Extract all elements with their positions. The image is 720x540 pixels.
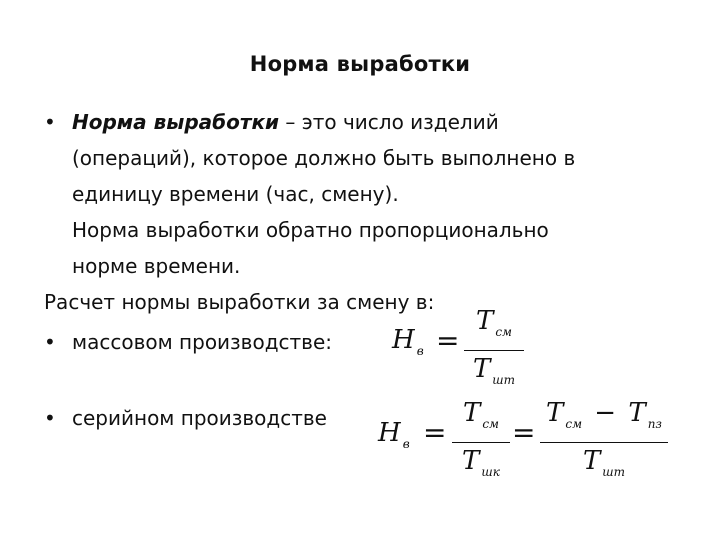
serial-formula-fraction-1-bar — [452, 442, 510, 443]
definition-term: Норма выработки — [72, 110, 280, 134]
slide-title: Норма выработки — [249, 52, 471, 76]
mass-formula-equals: = — [436, 324, 460, 357]
serial-formula-lhs-sub: в — [402, 437, 410, 451]
mass-formula-fraction — [464, 306, 524, 395]
serial-formula-fraction-1-denominator: T $_{шк}$ — [462, 446, 500, 479]
serial-formula-fraction-1 — [452, 398, 510, 487]
mass-label: массовом производстве: — [72, 330, 333, 354]
serial-formula-lhs: H $_в$ — [378, 418, 410, 451]
serial-formula-fraction-1-numerator: T $_{см}$ — [462, 398, 499, 431]
mass-formula-fraction-bar — [464, 350, 524, 351]
definition-rest: – это число изделий — [279, 110, 499, 134]
serial-formula-fraction-2-numerator: T $_{см}$ − T $_{пз}$ — [546, 398, 662, 431]
definition-line-4: Норма выработки обратно пропорционально — [72, 218, 549, 242]
definition-line-2: (операций), которое должно быть выполнено в — [72, 146, 576, 170]
serial-formula-fraction-2 — [540, 398, 668, 487]
bullet-definition: • — [44, 110, 56, 134]
mass-formula-numerator: T $_{см}$ — [475, 306, 512, 339]
serial-formula-equals-1: = — [423, 416, 447, 449]
definition-line-1 — [72, 104, 499, 140]
bullet-mass: • — [44, 330, 56, 354]
mass-formula-lhs: H $_в$ — [392, 325, 424, 358]
serial-formula-minus: − — [594, 398, 617, 428]
bullet-serial: • — [44, 406, 56, 430]
serial-formula-fraction-2-denominator: T $_{шт}$ — [582, 446, 626, 479]
mass-formula-denominator: T $_{шт}$ — [472, 354, 516, 387]
serial-formula-equals-2: = — [512, 416, 536, 449]
serial-formula-fraction-2-bar — [540, 442, 668, 443]
definition-line-5: норме времени. — [72, 254, 241, 278]
definition-line-3: единицу времени (час, смену). — [72, 182, 399, 206]
mass-formula-lhs-sub: в — [416, 344, 424, 358]
calc-intro: Расчет нормы выработки за смену в: — [44, 290, 435, 314]
serial-label: серийном производстве — [72, 406, 327, 430]
